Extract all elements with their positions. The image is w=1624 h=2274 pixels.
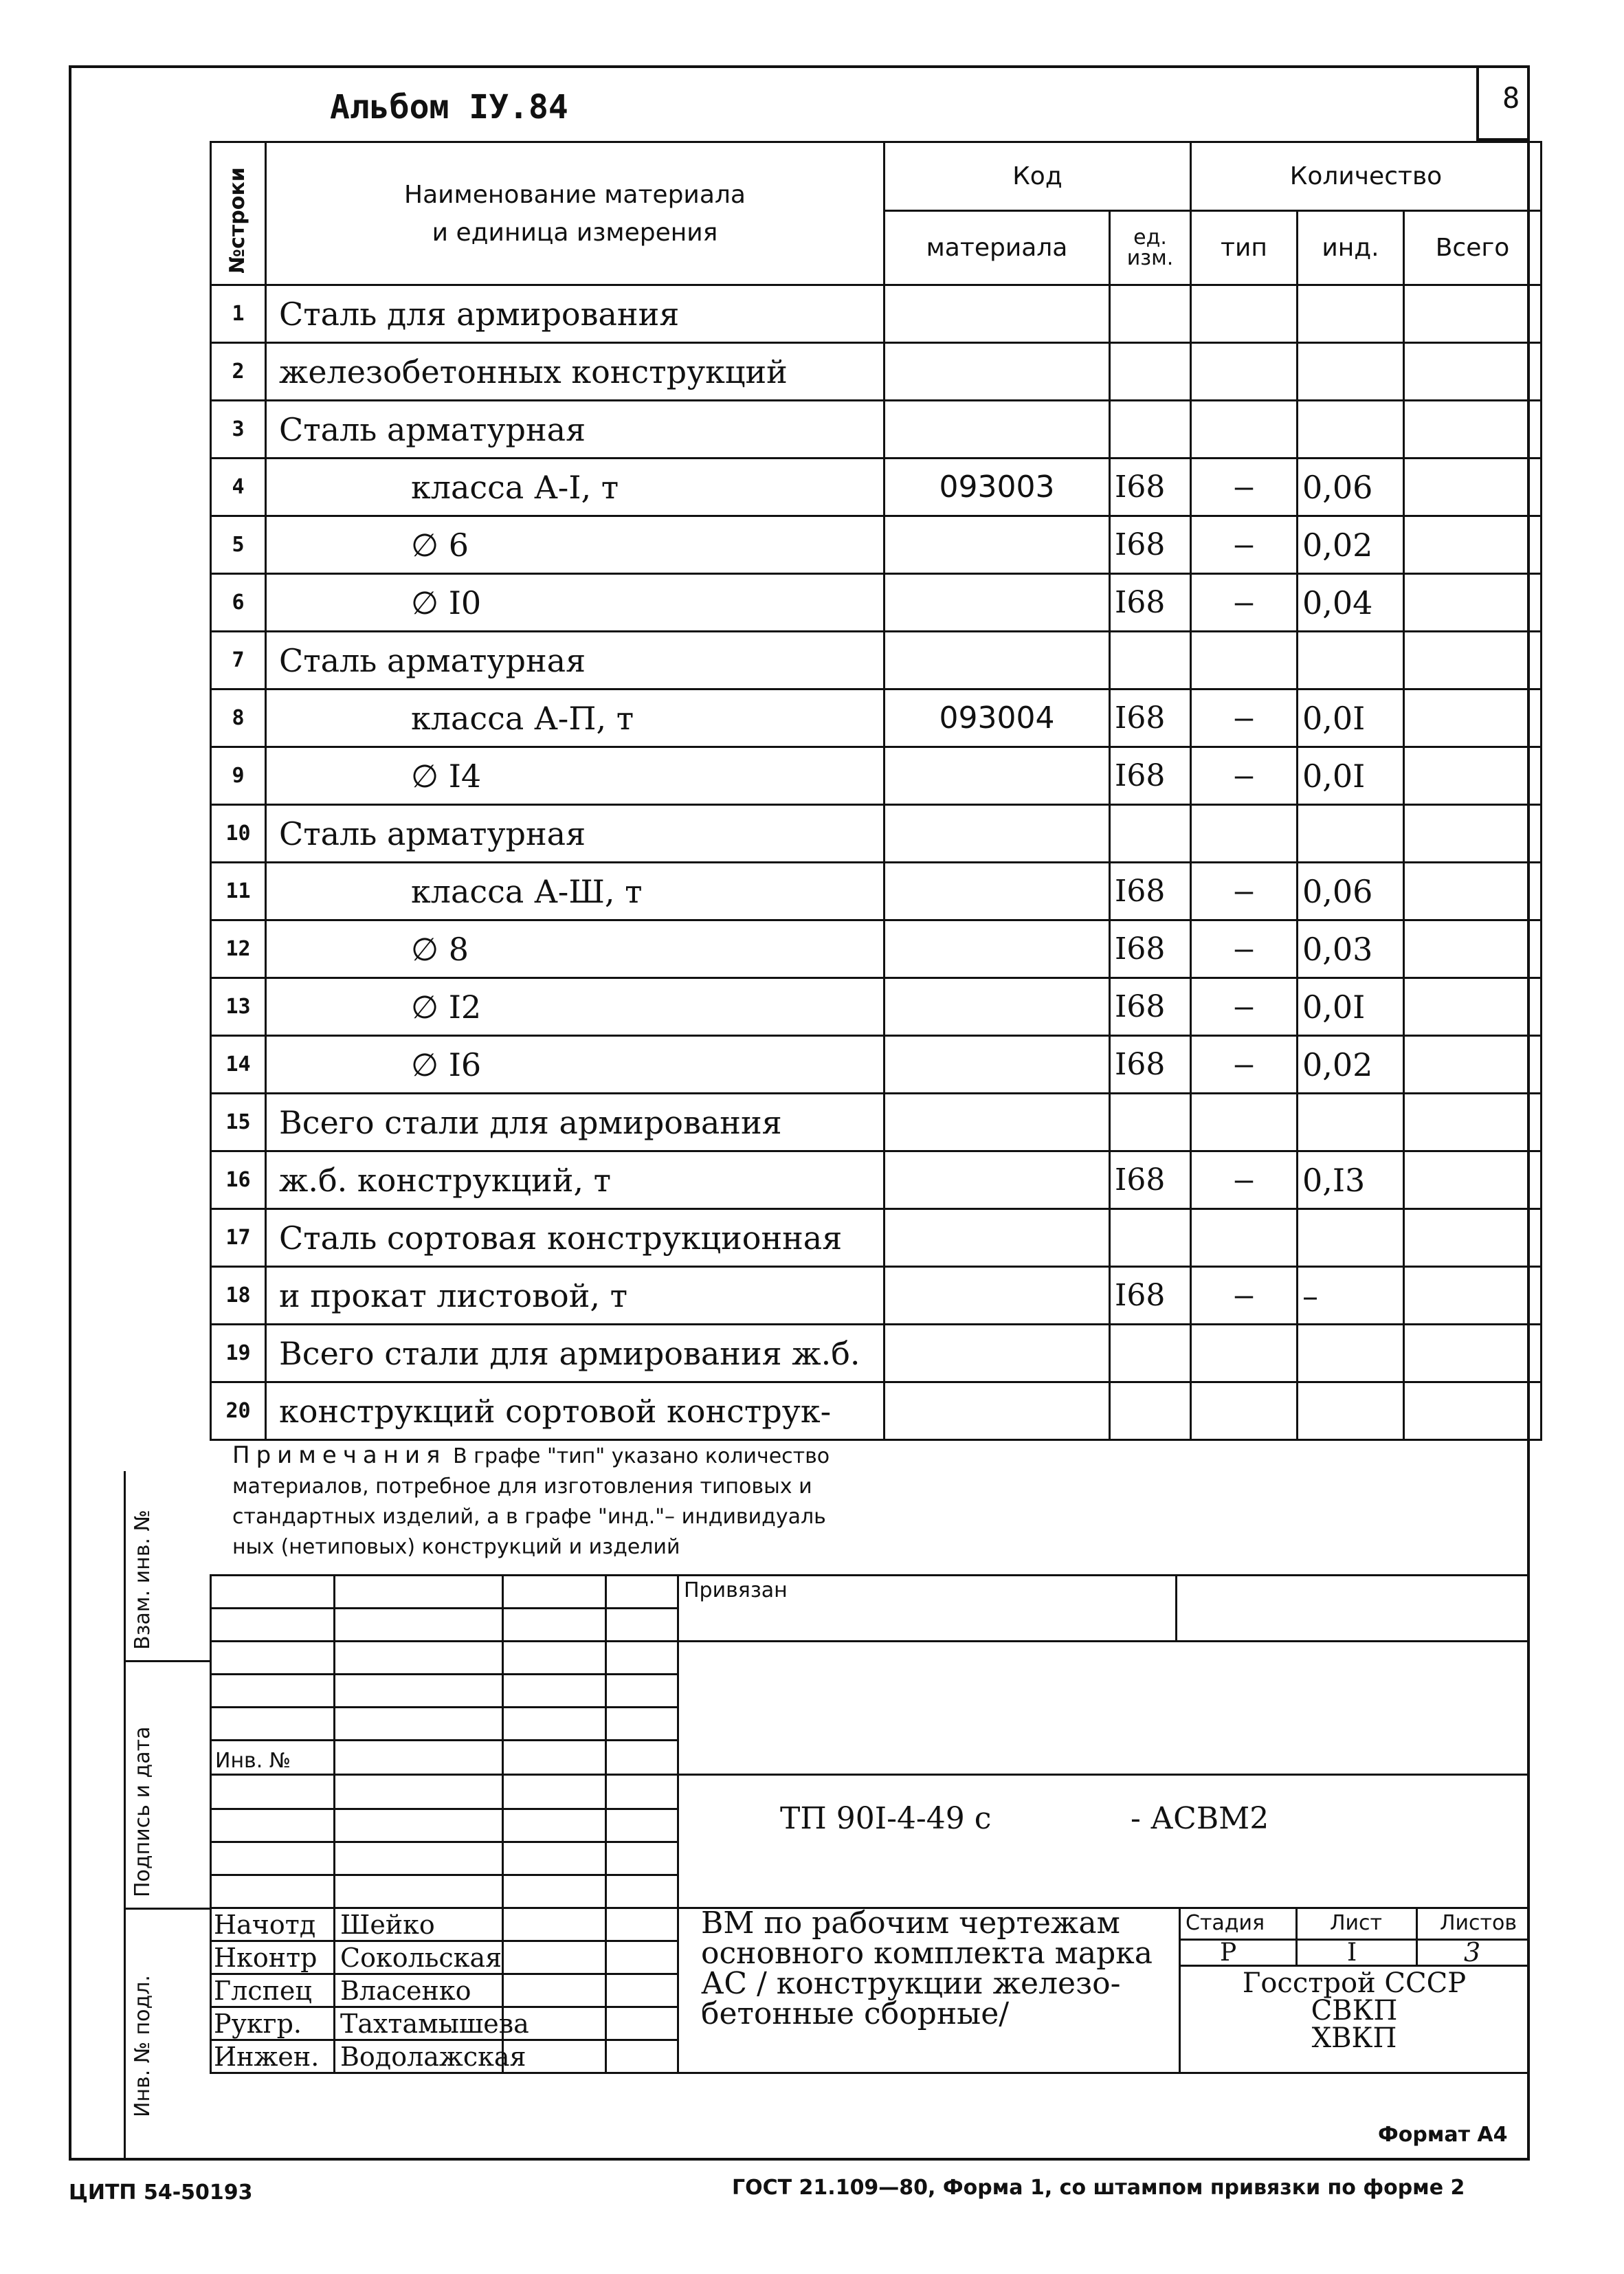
qty-type-cell: –: [1191, 459, 1298, 516]
document-code: ТП 90I-4-49 с: [780, 1801, 992, 1836]
unit-code-cell: I68: [1110, 863, 1191, 920]
qty-ind-header: инд.: [1298, 211, 1404, 285]
unit-code-cell: [1110, 285, 1191, 343]
qty-type-cell: [1191, 805, 1298, 863]
signer-name: Власенко: [340, 1976, 471, 2006]
unit-code-cell: I68: [1110, 1036, 1191, 1094]
unit-code-cell: [1110, 632, 1191, 689]
qty-type-cell: [1191, 632, 1298, 689]
sheets-label: Листов: [1440, 1911, 1517, 1935]
material-code-cell: [885, 863, 1110, 920]
material-code-cell: [885, 1094, 1110, 1151]
table-row: [211, 459, 1542, 516]
qty-ind-cell: [1298, 401, 1404, 459]
qty-type-cell: –: [1191, 516, 1298, 574]
table-row: [211, 805, 1542, 863]
material-code-cell: [885, 632, 1110, 689]
qty-ind-cell: 0,04: [1298, 574, 1404, 632]
qty-type-cell: [1191, 1325, 1298, 1382]
material-code-cell: [885, 1267, 1110, 1325]
qty-ind-cell: 0,02: [1298, 1036, 1404, 1094]
code-material-header: материала: [885, 211, 1110, 285]
qty-ind-cell: 0,06: [1298, 863, 1404, 920]
table-row: [211, 747, 1542, 805]
row-number-cell: 8: [211, 689, 266, 747]
material-code-cell: [885, 978, 1110, 1036]
signer-name: Водолажская: [340, 2042, 526, 2072]
table-row: [211, 516, 1542, 574]
unit-code-cell: I68: [1110, 516, 1191, 574]
material-name-cell: ∅ I0: [266, 574, 885, 632]
unit-code-cell: I68: [1110, 459, 1191, 516]
qty-type-header: тип: [1191, 211, 1298, 285]
material-code-cell: [885, 1036, 1110, 1094]
material-code-cell: [885, 805, 1110, 863]
unit-code-cell: [1110, 1325, 1191, 1382]
qty-total-cell: [1404, 632, 1542, 689]
material-name-cell: Всего стали для армирования: [266, 1094, 885, 1151]
material-code-cell: [885, 285, 1110, 343]
qty-type-cell: –: [1191, 1151, 1298, 1209]
notes-line: материалов, потребное для изготовления типовых и: [232, 1475, 812, 1499]
qty-total-cell: [1404, 459, 1542, 516]
title-block: [210, 1574, 1530, 2076]
qty-ind-cell: 0,0I: [1298, 689, 1404, 747]
qty-ind-cell: 0,03: [1298, 920, 1404, 978]
material-name-cell: Сталь арматурная: [266, 632, 885, 689]
material-name-cell: класса А-I, т: [266, 459, 885, 516]
material-name-cell: и прокат листовой, т: [266, 1267, 885, 1325]
notes-line: В графе "тип" указано количество: [453, 1444, 830, 1468]
qty-ind-cell: [1298, 805, 1404, 863]
table-row: [211, 863, 1542, 920]
unit-code-cell: I68: [1110, 978, 1191, 1036]
qty-ind-cell: [1298, 1382, 1404, 1440]
qty-total-cell: [1404, 401, 1542, 459]
qty-total-cell: [1404, 343, 1542, 401]
notes-line: ных (нетиповых) конструкций и изделий: [232, 1535, 680, 1559]
qty-ind-cell: 0,I3: [1298, 1151, 1404, 1209]
qty-type-cell: –: [1191, 978, 1298, 1036]
signer-role: Начотд: [214, 1910, 316, 1940]
table-row: [211, 285, 1542, 343]
material-code-cell: [885, 747, 1110, 805]
unit-code-cell: I68: [1110, 1267, 1191, 1325]
table-row: [211, 1151, 1542, 1209]
qty-total-cell: [1404, 747, 1542, 805]
table-row: [211, 1267, 1542, 1325]
qty-total-cell: [1404, 1094, 1542, 1151]
row-number-cell: 7: [211, 632, 266, 689]
unit-code-cell: [1110, 343, 1191, 401]
organization: Госстрой СССР СВКП ХВКП: [1242, 1967, 1467, 2054]
row-number-cell: 17: [211, 1209, 266, 1267]
inv-no-label: Инв. №: [215, 1749, 291, 1773]
material-name-cell: Сталь арматурная: [266, 401, 885, 459]
material-name-cell: ∅ I6: [266, 1036, 885, 1094]
materials-table: [210, 141, 1542, 1441]
material-code-cell: [885, 1209, 1110, 1267]
qty-total-cell: [1404, 689, 1542, 747]
qty-total-cell: [1404, 1036, 1542, 1094]
qty-type-cell: [1191, 343, 1298, 401]
table-row: [211, 978, 1542, 1036]
qty-type-cell: –: [1191, 863, 1298, 920]
qty-type-cell: –: [1191, 574, 1298, 632]
row-number-cell: 18: [211, 1267, 266, 1325]
qty-ind-cell: [1298, 632, 1404, 689]
row-number-header: №строки: [211, 142, 266, 285]
sheet-label: Лист: [1330, 1911, 1383, 1935]
row-number-cell: 1: [211, 285, 266, 343]
row-number-cell: 12: [211, 920, 266, 978]
material-name-cell: Сталь для армирования: [266, 285, 885, 343]
signer-name: Тахтамышева: [340, 2009, 529, 2039]
stage-value: Р: [1220, 1939, 1237, 1967]
qty-type-cell: –: [1191, 1036, 1298, 1094]
material-name-cell: Сталь сортовая конструкционная: [266, 1209, 885, 1267]
code-unit-header: ед. изм.: [1110, 211, 1191, 285]
sheets-value: 3: [1464, 1937, 1481, 1967]
qty-type-cell: –: [1191, 920, 1298, 978]
podpis-data-label: Подпись и дата: [131, 1726, 155, 1897]
qty-ind-cell: [1298, 1094, 1404, 1151]
signer-role: Нконтр: [214, 1943, 318, 1973]
qty-type-cell: –: [1191, 747, 1298, 805]
material-name-cell: класса А-П, т: [266, 689, 885, 747]
qty-ind-cell: 0,02: [1298, 516, 1404, 574]
material-code-cell: [885, 1382, 1110, 1440]
album-title: Альбом IУ.84: [330, 88, 568, 126]
material-name-cell: Всего стали для армирования ж.б.: [266, 1325, 885, 1382]
privyazan-label: Привязан: [684, 1578, 788, 1602]
table-row: [211, 1382, 1542, 1440]
table-row: [211, 689, 1542, 747]
quantity-header: Количество: [1191, 142, 1542, 211]
notes-label: Примечания: [232, 1442, 447, 1469]
stage-label: Стадия: [1186, 1911, 1265, 1935]
unit-code-cell: [1110, 1382, 1191, 1440]
qty-ind-cell: –: [1298, 1267, 1404, 1325]
qty-type-cell: [1191, 1094, 1298, 1151]
qty-type-cell: [1191, 1209, 1298, 1267]
table-row: [211, 1094, 1542, 1151]
material-code-cell: [885, 1325, 1110, 1382]
row-number-cell: 2: [211, 343, 266, 401]
row-number-cell: 19: [211, 1325, 266, 1382]
row-number-cell: 6: [211, 574, 266, 632]
qty-total-cell: [1404, 978, 1542, 1036]
material-name-cell: конструкций сортовой конструк-: [266, 1382, 885, 1440]
row-number-cell: 15: [211, 1094, 266, 1151]
format-label: Формат А4: [1378, 2123, 1508, 2147]
unit-code-cell: [1110, 1209, 1191, 1267]
unit-code-cell: I68: [1110, 689, 1191, 747]
qty-type-cell: [1191, 401, 1298, 459]
qty-total-cell: [1404, 920, 1542, 978]
qty-total-cell: [1404, 1267, 1542, 1325]
material-code-cell: [885, 920, 1110, 978]
table-row: [211, 632, 1542, 689]
material-code-cell: [885, 516, 1110, 574]
qty-total-cell: [1404, 863, 1542, 920]
page-number: 8: [1502, 81, 1520, 115]
signer-role: Глспец: [214, 1976, 312, 2006]
signer-role: Рукгр.: [214, 2009, 302, 2039]
row-number-cell: 14: [211, 1036, 266, 1094]
material-name-cell: ∅ 8: [266, 920, 885, 978]
side-column-line: [124, 1471, 126, 2159]
unit-code-cell: [1110, 805, 1191, 863]
signer-role: Инжен.: [214, 2042, 320, 2072]
table-row: [211, 1325, 1542, 1382]
notes-line: стандартных изделий, а в графе "инд."– индивидуаль: [232, 1505, 826, 1529]
qty-total-cell: [1404, 1151, 1542, 1209]
qty-type-cell: [1191, 285, 1298, 343]
row-number-cell: 11: [211, 863, 266, 920]
unit-code-cell: I68: [1110, 747, 1191, 805]
sheet-value: I: [1347, 1939, 1357, 1967]
code-header: Код: [885, 142, 1191, 211]
row-number-cell: 13: [211, 978, 266, 1036]
material-code-cell: [885, 1151, 1110, 1209]
material-name-cell: ∅ I2: [266, 978, 885, 1036]
qty-total-cell: [1404, 1325, 1542, 1382]
table-row: [211, 1036, 1542, 1094]
qty-ind-cell: [1298, 1325, 1404, 1382]
qty-total-cell: [1404, 1209, 1542, 1267]
material-code-cell: [885, 343, 1110, 401]
material-code-cell: [885, 574, 1110, 632]
qty-total-cell: [1404, 574, 1542, 632]
qty-type-cell: –: [1191, 1267, 1298, 1325]
vzam-inv-label: Взам. инв. №: [131, 1510, 155, 1650]
qty-ind-cell: [1298, 285, 1404, 343]
row-number-cell: 5: [211, 516, 266, 574]
material-name-cell: ж.б. конструкций, т: [266, 1151, 885, 1209]
qty-ind-cell: [1298, 1209, 1404, 1267]
document-mark: - АСВМ2: [1131, 1801, 1269, 1836]
unit-code-cell: I68: [1110, 574, 1191, 632]
material-name-cell: Сталь арматурная: [266, 805, 885, 863]
unit-code-cell: I68: [1110, 1151, 1191, 1209]
row-number-cell: 4: [211, 459, 266, 516]
table-row: [211, 343, 1542, 401]
footer-left: ЦИТП 54-50193: [69, 2181, 253, 2205]
qty-total-cell: [1404, 1382, 1542, 1440]
table-row: [211, 920, 1542, 978]
material-code-cell: 093004: [885, 689, 1110, 747]
signer-name: Шейко: [340, 1910, 435, 1940]
material-code-cell: 093003: [885, 459, 1110, 516]
inv-podl-label: Инв. № подл.: [131, 1975, 155, 2117]
row-number-cell: 10: [211, 805, 266, 863]
row-number-cell: 3: [211, 401, 266, 459]
row-number-cell: 20: [211, 1382, 266, 1440]
table-row: [211, 1209, 1542, 1267]
qty-ind-cell: 0,06: [1298, 459, 1404, 516]
material-code-cell: [885, 401, 1110, 459]
material-name-cell: класса А-Ш, т: [266, 863, 885, 920]
side-divider: [124, 1660, 210, 1662]
unit-code-cell: [1110, 1094, 1191, 1151]
footer-right: ГОСТ 21.109—80, Форма 1, со штампом привязки по форме 2: [732, 2176, 1465, 2200]
signer-name: Сокольская: [340, 1943, 502, 1973]
table-row: [211, 574, 1542, 632]
row-number-cell: 16: [211, 1151, 266, 1209]
unit-code-cell: [1110, 401, 1191, 459]
qty-ind-cell: 0,0I: [1298, 747, 1404, 805]
qty-ind-cell: [1298, 343, 1404, 401]
notes: [232, 1440, 1538, 1563]
table-row: [211, 401, 1542, 459]
qty-ind-cell: 0,0I: [1298, 978, 1404, 1036]
qty-type-cell: –: [1191, 689, 1298, 747]
row-number-cell: 9: [211, 747, 266, 805]
material-name-cell: железобетонных конструкций: [266, 343, 885, 401]
document-description: ВМ по рабочим чертежам основного комплекта марка АС / конструкции железо- бетонные сборные/: [701, 1906, 1153, 2031]
qty-total-cell: [1404, 516, 1542, 574]
name-header: Наименование материала и единица измерения: [266, 142, 885, 285]
qty-total-cell: [1404, 805, 1542, 863]
side-divider: [124, 1908, 210, 1910]
qty-total-cell: [1404, 285, 1542, 343]
qty-total-header: Всего: [1404, 211, 1542, 285]
unit-code-cell: I68: [1110, 920, 1191, 978]
material-name-cell: ∅ I4: [266, 747, 885, 805]
qty-type-cell: [1191, 1382, 1298, 1440]
material-name-cell: ∅ 6: [266, 516, 885, 574]
